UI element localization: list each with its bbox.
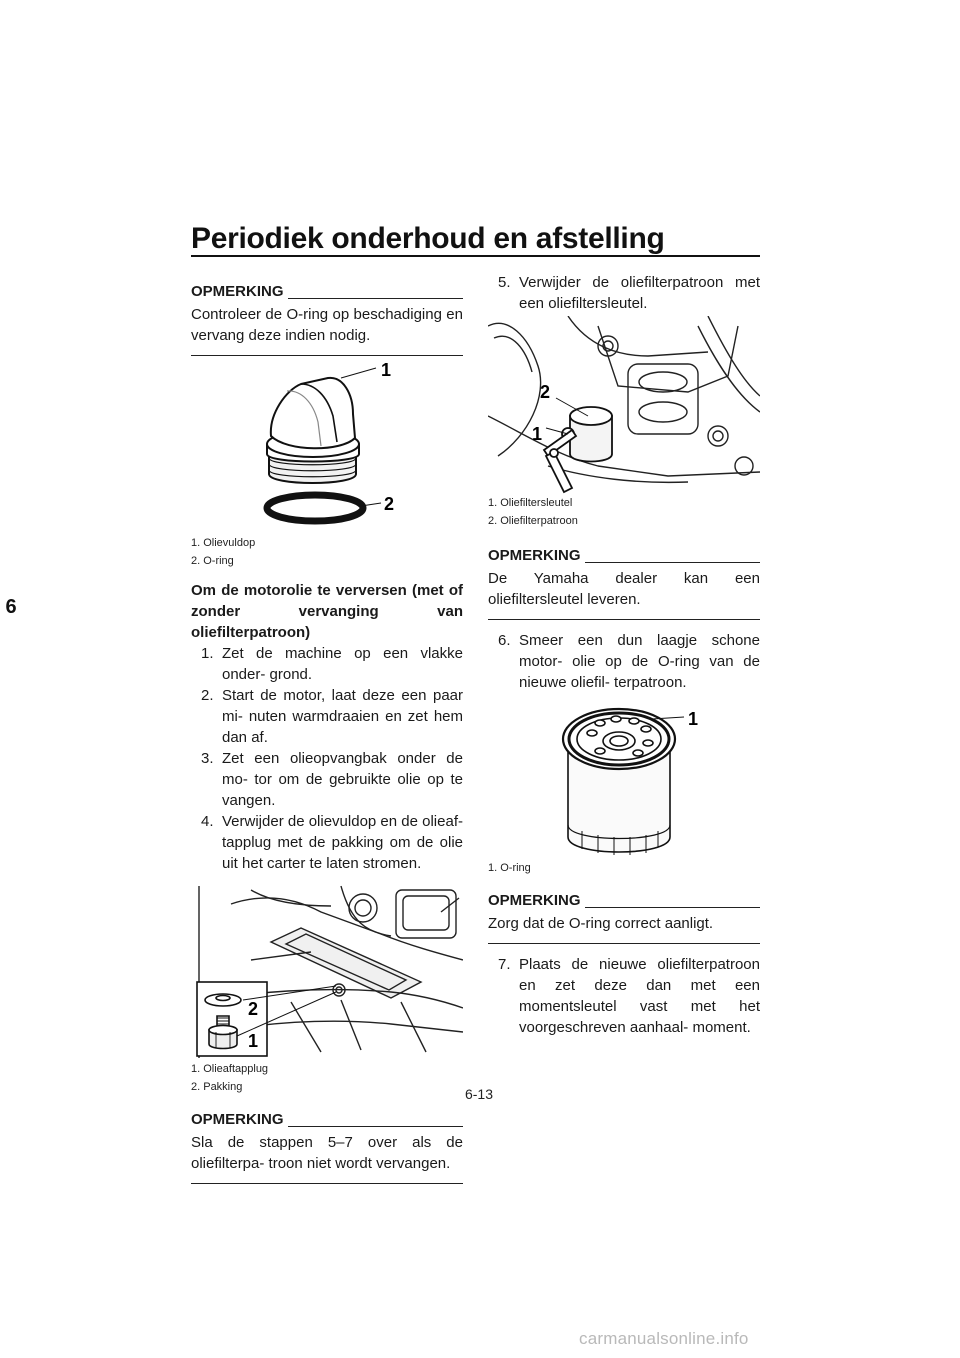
step-text: Start de motor, laat deze een paar mi- nuten warmdraaien en zet hem dan af.: [222, 687, 463, 746]
figure-callout: 2: [384, 494, 395, 514]
title-rule: [191, 255, 760, 257]
step-number: 1.: [201, 645, 214, 662]
step-number: 6.: [498, 632, 511, 649]
note-heading-label: OPMERKING: [488, 892, 581, 909]
section-heading: Om de motorolie te verversen (met of zonder vervanging van oliefilterpatroon): [191, 582, 463, 641]
note-heading-label: OPMERKING: [191, 1111, 284, 1128]
note-heading-label: OPMERKING: [191, 283, 284, 300]
oil-filler-cap-figure: [191, 356, 463, 534]
page-number: 6-13: [464, 1086, 494, 1102]
step-item: [191, 748, 463, 811]
watermark: carmanualsonline.info: [579, 1329, 749, 1348]
note-block: [488, 891, 760, 944]
step-number: 3.: [201, 750, 214, 767]
step-item: [488, 272, 760, 314]
note-text: De Yamaha dealer kan een oliefiltersleutel leveren.: [488, 570, 760, 608]
step-item: [488, 954, 760, 1038]
step-text: Plaats de nieuwe oliefilterpatroon en zet deze dan met een momentsleutel vast met het voorgeschreven aanhaal- moment.: [519, 956, 760, 1036]
chapter-tab: 6: [5, 596, 17, 618]
note-end-rule: [191, 1183, 463, 1184]
note-block: [488, 546, 760, 620]
figure-caption: 1. Olievuldop: [191, 537, 256, 549]
figure-callout: 2: [540, 382, 551, 402]
step-item: [191, 643, 463, 685]
figure-caption: 2. Oliefilterpatroon: [488, 515, 578, 527]
figure-callout: 1: [532, 424, 543, 444]
step-text: Smeer een dun laagje schone motor- olie op de O-ring van de nieuwe oliefil- terpatroon.: [519, 632, 760, 691]
step-text: Zet een olieopvangbak onder de mo- tor om de gebruikte olie op te vangen.: [222, 750, 463, 809]
step-text: Zet de machine op een vlakke onder- grond.: [222, 645, 463, 683]
step-list: [191, 643, 463, 874]
step-number: 5.: [498, 274, 511, 291]
figure-callout: 1: [381, 360, 392, 380]
figure-callout: 1: [688, 709, 699, 729]
note-text: Sla de stappen 5–7 over als de oliefilterpa- troon niet wordt vervangen.: [191, 1134, 463, 1172]
step-text: Verwijder de olievuldop en de olieaf- tapplug met de pakking om de olie uit het carter te laten stromen.: [222, 813, 463, 872]
figure-caption: 2. O-ring: [191, 555, 234, 567]
note-heading-label: OPMERKING: [488, 547, 581, 564]
step-number: 4.: [201, 813, 214, 830]
step-item: [488, 630, 760, 693]
drain-plug-figure: [191, 882, 463, 1060]
right-column: [488, 272, 760, 1038]
oil-filter-wrench-figure: [488, 316, 760, 494]
step-number: 7.: [498, 956, 511, 973]
note-block: [191, 1110, 463, 1184]
note-block: [191, 282, 463, 356]
note-heading: [191, 282, 463, 302]
step-text: Verwijder de oliefilterpatroon met een oliefiltersleutel.: [519, 274, 760, 312]
note-text: Controleer de O-ring op beschadiging en vervang deze indien nodig.: [191, 306, 463, 344]
step-item: [191, 811, 463, 874]
figure-caption: 1. Olieaftapplug: [191, 1063, 269, 1075]
step-list: [488, 954, 760, 1038]
figure-caption: 1. Oliefiltersleutel: [488, 497, 573, 509]
note-end-rule: [488, 943, 760, 944]
note-heading: [488, 546, 760, 566]
step-item: [191, 685, 463, 748]
figure-caption: 2. Pakking: [191, 1081, 243, 1093]
figure-callout: 2: [248, 999, 259, 1019]
step-number: 2.: [201, 687, 214, 704]
page-title: Periodiek onderhoud en afstelling: [191, 222, 665, 255]
step-list: [488, 272, 760, 314]
figure-caption: 1. O-ring: [488, 862, 531, 874]
note-heading: [191, 1110, 463, 1130]
oil-filter-cartridge-figure: [488, 697, 760, 859]
note-text: Zorg dat de O-ring correct aanligt.: [488, 915, 714, 932]
figure-callout: 1: [248, 1031, 259, 1051]
note-heading: [488, 891, 760, 911]
note-end-rule: [488, 619, 760, 620]
left-column: [191, 282, 463, 1184]
step-list: [488, 630, 760, 693]
